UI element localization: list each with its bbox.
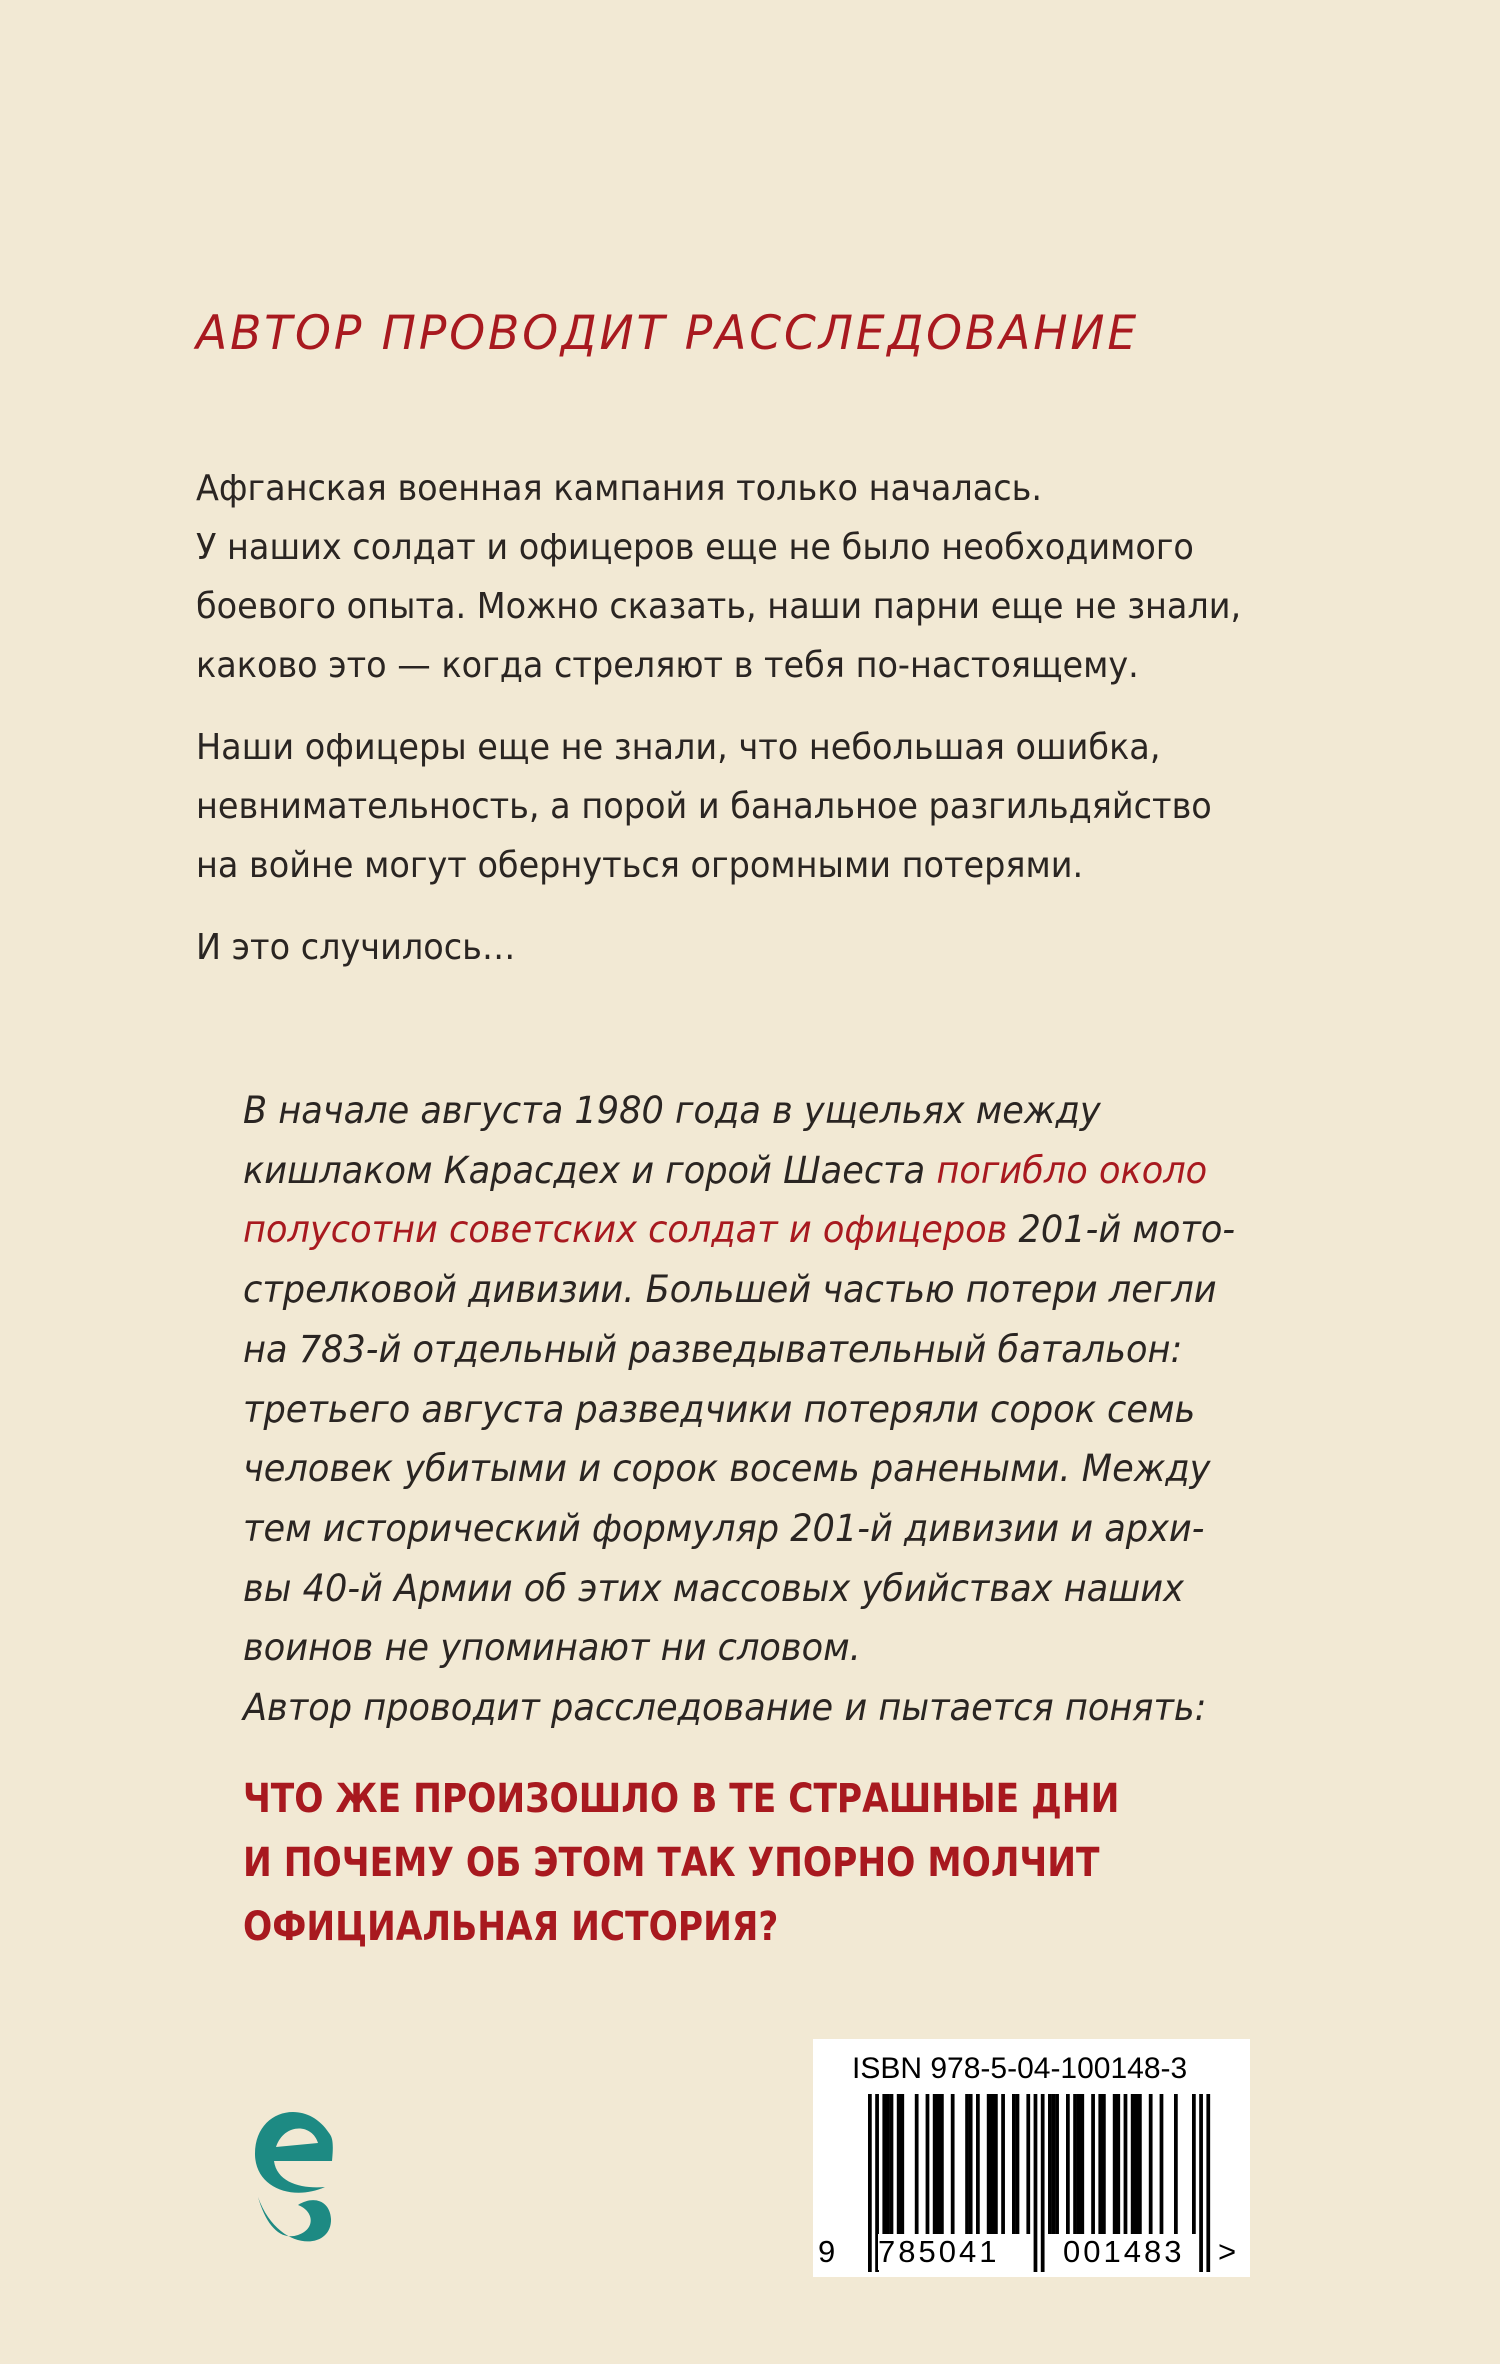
closing-question xyxy=(243,1767,1262,1959)
barcode-bar xyxy=(1113,2094,1117,2234)
intro-line: И это случилось… xyxy=(196,927,516,968)
barcode-bar xyxy=(1131,2094,1135,2234)
intro-paragraph-1 xyxy=(196,459,1276,695)
story-highlight: погибло около xyxy=(936,1148,1208,1192)
barcode-bar xyxy=(936,2094,940,2234)
story-line: третьего августа разведчики потеряли сорок семь xyxy=(243,1387,1196,1431)
question-line: ОФИЦИАЛЬНАЯ ИСТОРИЯ? xyxy=(243,1904,779,1950)
intro-paragraph-3 xyxy=(196,918,1276,977)
barcode-bar xyxy=(868,2094,872,2272)
barcode-bar xyxy=(1026,2094,1030,2234)
story-line: В начале августа 1980 года в ущельях между xyxy=(243,1089,1101,1132)
ean-quiet-zone-mark: > xyxy=(1218,2234,1237,2269)
intro-line: Наши офицеры еще не знали, что небольшая ошибка, xyxy=(196,727,1161,768)
barcode-bar xyxy=(1052,2094,1056,2234)
story-line: тем исторический формуляр 201-й дивизии и архи- xyxy=(243,1506,1205,1550)
barcode-bar xyxy=(1116,2094,1120,2234)
intro-line: невнимательность, а порой и банальное разгильдяйство xyxy=(196,786,1212,827)
cover-heading: АВТОР ПРОВОДИТ РАССЛЕДОВАНИЕ xyxy=(196,306,1140,361)
barcode-bar xyxy=(1077,2094,1081,2234)
barcode-bar xyxy=(951,2094,955,2234)
barcode-bar xyxy=(976,2094,980,2234)
barcode-bar xyxy=(965,2094,969,2234)
barcode-bar xyxy=(1001,2094,1005,2234)
barcode-bar xyxy=(994,2094,998,2234)
publisher-logo-icon xyxy=(250,2103,336,2261)
barcode-bar xyxy=(926,2094,930,2234)
story-text: кишлаком Карасдех и горой Шаеста xyxy=(243,1148,937,1192)
barcode-bar xyxy=(1124,2094,1128,2234)
story-paragraph xyxy=(243,1081,1303,1738)
barcode-bar xyxy=(1048,2094,1052,2234)
barcode-bar xyxy=(1149,2094,1153,2234)
barcode-bar xyxy=(1192,2094,1196,2234)
barcode-bar xyxy=(886,2094,890,2234)
intro-line: Афганская военная кампания только началась. xyxy=(196,468,1043,509)
story-line: человек убитыми и сорок восемь ранеными. Между xyxy=(243,1447,1211,1491)
barcode-bar xyxy=(1138,2094,1142,2234)
story-line: воинов не упоминают ни словом. xyxy=(243,1626,861,1670)
barcode-bar xyxy=(882,2094,886,2234)
intro-line: каково это — когда стреляют в тебя по-настоящему. xyxy=(196,645,1139,686)
barcode-bar xyxy=(1199,2094,1203,2272)
barcode-bar xyxy=(1073,2094,1077,2234)
barcode-bar xyxy=(990,2094,994,2234)
story-line: вы 40-й Армии об этих массовых убийствах наших xyxy=(243,1566,1184,1610)
story-text: 201-й мото- xyxy=(1007,1208,1236,1252)
ean-left-digits: 785041 xyxy=(878,2234,1000,2269)
barcode-bar xyxy=(900,2094,904,2234)
barcode-bar xyxy=(1174,2094,1178,2234)
ean-right-digits: 001483 xyxy=(1063,2234,1185,2269)
barcode-bar xyxy=(987,2094,991,2234)
barcode-bar xyxy=(890,2094,894,2234)
intro-line: боевого опыта. Можно сказать, наши парни еще не знали, xyxy=(196,586,1242,627)
barcode-bar xyxy=(1012,2094,1016,2234)
story-line: Автор проводит расследование и пытается понять: xyxy=(243,1686,1207,1730)
barcode-bar xyxy=(1091,2094,1095,2234)
intro-line: на войне могут обернуться огромными потерями. xyxy=(196,845,1084,886)
barcode-bar xyxy=(940,2094,944,2234)
barcode-bar xyxy=(969,2094,973,2234)
barcode-bar xyxy=(1066,2094,1070,2234)
barcode-bar xyxy=(933,2094,937,2234)
barcode-bar xyxy=(1098,2094,1102,2234)
barcode-bar xyxy=(1034,2094,1038,2272)
barcode-bar xyxy=(1016,2094,1020,2234)
intro-line: У наших солдат и офицеров еще не было необходимого xyxy=(196,527,1194,568)
story-line xyxy=(243,1200,1250,1260)
barcode-bar xyxy=(1102,2094,1106,2234)
question-line: И ПОЧЕМУ ОБ ЭТОМ ТАК УПОРНО МОЛЧИТ xyxy=(243,1840,1100,1886)
barcode-bar xyxy=(1080,2094,1084,2234)
intro-paragraph-2 xyxy=(196,718,1276,895)
story-highlight: полусотни советских солдат и офицеров xyxy=(243,1208,1008,1252)
story-line: на 783-й отдельный разведывательный батальон: xyxy=(243,1327,1183,1371)
barcode-bar xyxy=(1041,2094,1045,2272)
barcode-bar xyxy=(897,2094,901,2234)
story-line: стрелковой дивизии. Большей частью потери легли xyxy=(243,1268,1217,1312)
barcode-bar xyxy=(915,2094,919,2234)
story-line xyxy=(243,1141,1250,1201)
ean-first-digit: 9 xyxy=(818,2234,836,2269)
question-line: ЧТО ЖЕ ПРОИЗОШЛО В ТЕ СТРАШНЫЕ ДНИ xyxy=(243,1776,1120,1822)
barcode-bar xyxy=(1206,2094,1210,2272)
barcode-bar xyxy=(1160,2094,1164,2234)
barcode-bar xyxy=(1055,2094,1059,2234)
barcode-bar xyxy=(1134,2094,1138,2234)
isbn-text: ISBN 978-5-04-100148-3 xyxy=(852,2052,1188,2085)
